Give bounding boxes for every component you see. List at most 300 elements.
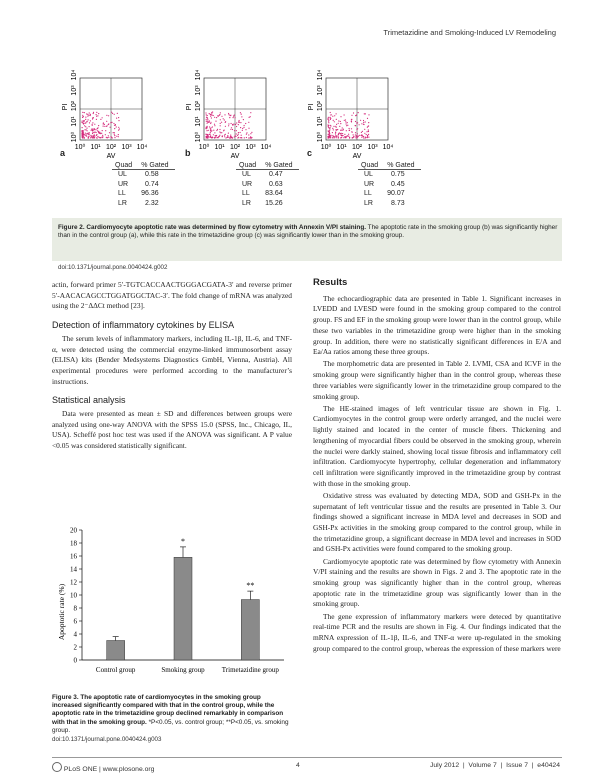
- event-dot: [356, 135, 357, 136]
- event-dot: [353, 136, 354, 137]
- event-dot: [221, 122, 222, 123]
- event-dot: [89, 126, 90, 127]
- event-dot: [110, 136, 111, 137]
- event-dot: [234, 136, 235, 137]
- event-dot: [225, 122, 226, 123]
- event-dot: [114, 135, 115, 136]
- event-dot: [91, 130, 92, 131]
- event-dot: [106, 126, 107, 127]
- running-header: Trimetazidine and Smoking-Induced LV Remodeling: [383, 28, 556, 37]
- x-tick-label: 10³: [245, 144, 256, 151]
- event-dot: [113, 123, 114, 124]
- event-dot: [103, 122, 104, 123]
- event-dot: [340, 123, 341, 124]
- scatter-plot-b: [186, 70, 271, 160]
- event-dot: [118, 117, 119, 118]
- event-dot: [233, 124, 234, 125]
- event-dot: [244, 137, 245, 138]
- event-dot: [332, 128, 333, 129]
- event-dot: [356, 136, 357, 137]
- event-dot: [208, 136, 209, 137]
- event-dot: [241, 137, 242, 138]
- event-dot: [207, 137, 208, 138]
- event-dot: [355, 125, 356, 126]
- separator: |: [99, 766, 101, 773]
- event-dot: [361, 135, 362, 136]
- x-tick-label: 10⁴: [260, 144, 272, 151]
- event-dot: [105, 130, 106, 131]
- event-dot: [336, 113, 337, 114]
- event-dot: [344, 120, 345, 121]
- event-dot: [347, 135, 348, 136]
- bar: [174, 557, 192, 660]
- event-dot: [248, 137, 249, 138]
- event-dot: [88, 134, 89, 135]
- event-dot: [116, 118, 117, 119]
- y-tick-label: 0: [73, 656, 77, 665]
- panel-b-letter: b: [185, 148, 191, 158]
- y-tick-label: 10²: [195, 100, 202, 112]
- event-dot: [96, 116, 97, 117]
- event-dot: [236, 133, 237, 134]
- event-dot: [96, 135, 97, 136]
- event-dot: [114, 132, 115, 133]
- y-axis-label: PI: [308, 103, 315, 111]
- event-dot: [346, 123, 347, 124]
- event-dot: [351, 121, 352, 122]
- event-dot: [235, 135, 236, 136]
- event-dot: [97, 127, 98, 128]
- y-tick-label: 10¹: [195, 116, 202, 127]
- event-dot: [366, 134, 367, 135]
- table-row: UL 0.58: [118, 171, 159, 178]
- event-dot: [352, 137, 353, 138]
- event-dot: [107, 137, 108, 138]
- event-dot: [205, 112, 206, 113]
- event-dot: [351, 119, 352, 120]
- event-dot: [246, 137, 247, 138]
- event-dot: [108, 137, 109, 138]
- figure-3-caption: [52, 694, 292, 735]
- event-dot: [89, 112, 90, 113]
- event-dot: [234, 130, 235, 131]
- event-dot: [356, 129, 357, 130]
- col-head: Quad: [358, 162, 381, 170]
- event-dot: [113, 132, 114, 133]
- event-dot: [116, 126, 117, 127]
- event-dot: [224, 114, 225, 115]
- event-dot: [333, 129, 334, 130]
- y-tick-label: 10: [70, 591, 77, 600]
- event-dot: [340, 137, 341, 138]
- y-tick-label: 10³: [317, 85, 324, 96]
- event-dot: [109, 132, 110, 133]
- y-tick-label: 16: [70, 552, 77, 561]
- event-dot: [118, 120, 119, 121]
- event-dot: [215, 121, 216, 122]
- event-dot: [93, 137, 94, 138]
- y-tick-label: 10²: [317, 100, 324, 112]
- scatter-plot-a: [62, 70, 147, 160]
- event-dot: [361, 123, 362, 124]
- event-dot: [207, 135, 208, 136]
- event-dot: [110, 122, 111, 123]
- event-dot: [332, 135, 333, 136]
- table-row: LL 83.64: [242, 190, 283, 197]
- event-dot: [229, 137, 230, 138]
- event-dot: [348, 136, 349, 137]
- x-tick-label: 10⁴: [136, 144, 148, 151]
- x-tick-label: 10⁰: [74, 144, 86, 151]
- event-dot: [211, 115, 212, 116]
- event-dot: [243, 119, 244, 120]
- x-tick-label: 10¹: [214, 144, 225, 151]
- event-dot: [356, 122, 357, 123]
- event-dot: [99, 137, 100, 138]
- event-dot: [98, 137, 99, 138]
- y-tick-label: 12: [70, 578, 77, 587]
- event-dot: [229, 117, 230, 118]
- table-row: LL 90.07: [364, 190, 405, 197]
- event-dot: [338, 137, 339, 138]
- event-dot: [84, 129, 85, 130]
- x-axis-label: AV: [352, 153, 362, 160]
- event-dot: [241, 135, 242, 136]
- event-dot: [328, 134, 329, 135]
- event-dot: [94, 131, 95, 132]
- event-dot: [250, 136, 251, 137]
- table-row: LR 8.73: [364, 199, 405, 207]
- x-tick-label: 10⁰: [320, 144, 332, 151]
- event-dot: [102, 136, 103, 137]
- y-axis-label: PI: [62, 103, 69, 111]
- event-dot: [205, 128, 206, 129]
- event-dot: [96, 132, 97, 133]
- event-dot: [88, 136, 89, 137]
- event-dot: [90, 137, 91, 138]
- event-dot: [118, 136, 119, 137]
- event-dot: [212, 126, 213, 127]
- event-dot: [220, 125, 221, 126]
- event-dot: [237, 135, 238, 136]
- journal-name: PLoS ONE: [63, 766, 98, 773]
- event-dot: [208, 121, 209, 122]
- quad-table-a: [112, 162, 175, 208]
- event-dot: [206, 119, 207, 120]
- event-dot: [334, 115, 335, 116]
- event-dot: [338, 134, 339, 135]
- event-dot: [82, 127, 83, 128]
- event-dot: [213, 130, 214, 131]
- event-dot: [328, 137, 329, 138]
- event-dot: [115, 124, 116, 125]
- event-dot: [340, 116, 341, 117]
- event-dot: [346, 130, 347, 131]
- event-dot: [347, 125, 348, 126]
- event-dot: [91, 136, 92, 137]
- event-dot: [336, 135, 337, 136]
- x-axis-label: AV: [106, 153, 116, 160]
- figure-3-doi: doi:10.1371/journal.pone.0040424.g003: [52, 736, 162, 743]
- event-dot: [207, 134, 208, 135]
- event-dot: [225, 137, 226, 138]
- event-dot: [231, 127, 232, 128]
- event-dot: [84, 112, 85, 113]
- event-dot: [211, 137, 212, 138]
- event-dot: [250, 116, 251, 117]
- event-dot: [357, 137, 358, 138]
- event-dot: [88, 115, 89, 116]
- event-dot: [82, 137, 83, 138]
- y-tick-label: 20: [70, 526, 77, 535]
- event-dot: [336, 129, 337, 130]
- event-dot: [328, 121, 329, 122]
- event-dot: [250, 112, 251, 113]
- x-tick-label: 10⁰: [198, 144, 210, 151]
- event-dot: [89, 122, 90, 123]
- y-axis-label: Apoptotic rate (%): [57, 583, 66, 641]
- x-tick-label: 10⁴: [382, 144, 394, 151]
- event-dot: [223, 118, 224, 119]
- table-row: UR 0.63: [242, 180, 283, 188]
- event-dot: [217, 129, 218, 130]
- event-dot: [328, 130, 329, 131]
- y-tick-label: 10⁴: [71, 69, 78, 81]
- event-dot: [214, 117, 215, 118]
- event-dot: [211, 117, 212, 118]
- event-dot: [106, 115, 107, 116]
- col-head: % Gated: [381, 162, 421, 170]
- event-dot: [344, 114, 345, 115]
- event-dot: [240, 112, 241, 113]
- event-dot: [339, 126, 340, 127]
- x-tick-label: 10²: [229, 144, 241, 151]
- event-dot: [236, 126, 237, 127]
- event-dot: [248, 122, 249, 123]
- event-dot: [220, 123, 221, 124]
- event-dot: [105, 134, 106, 135]
- event-dot: [98, 125, 99, 126]
- event-dot: [97, 136, 98, 137]
- event-dot: [366, 131, 367, 132]
- event-dot: [335, 132, 336, 133]
- event-dot: [238, 132, 239, 133]
- event-dot: [337, 136, 338, 137]
- event-dot: [112, 137, 113, 138]
- event-dot: [236, 122, 237, 123]
- event-dot: [345, 121, 346, 122]
- event-dot: [336, 137, 337, 138]
- y-tick-label: 18: [70, 539, 77, 548]
- event-dot: [349, 137, 350, 138]
- event-dot: [335, 134, 336, 135]
- event-dot: [210, 122, 211, 123]
- x-tick-label: Smoking group: [161, 666, 205, 674]
- event-dot: [98, 113, 99, 114]
- footer-left: [52, 762, 154, 773]
- event-dot: [214, 137, 215, 138]
- event-dot: [364, 129, 365, 130]
- event-dot: [100, 119, 101, 120]
- event-dot: [349, 130, 350, 131]
- event-dot: [225, 134, 226, 135]
- event-dot: [238, 121, 239, 122]
- event-dot: [340, 121, 341, 122]
- event-dot: [365, 121, 366, 122]
- event-dot: [82, 115, 83, 116]
- table-row: UL 0.75: [364, 171, 405, 178]
- x-tick-label: Control group: [95, 666, 136, 674]
- event-dot: [206, 136, 207, 137]
- event-dot: [103, 123, 104, 124]
- col-head: % Gated: [259, 162, 299, 170]
- event-dot: [210, 132, 211, 133]
- event-dot: [363, 120, 364, 121]
- event-dot: [352, 132, 353, 133]
- event-dot: [94, 129, 95, 130]
- caption-title: Figure 2. Cardiomyocyte apoptotic rate was determined by flow cytometry with Annexin V/PI staining.: [58, 224, 366, 231]
- event-dot: [368, 129, 369, 130]
- event-dot: [108, 135, 109, 136]
- event-dot: [240, 132, 241, 133]
- event-dot: [114, 134, 115, 135]
- event-dot: [349, 128, 350, 129]
- event-dot: [92, 132, 93, 133]
- event-dot: [220, 112, 221, 113]
- event-dot: [100, 133, 101, 134]
- event-dot: [97, 115, 98, 116]
- event-dot: [235, 124, 236, 125]
- event-dot: [219, 129, 220, 130]
- event-dot: [340, 130, 341, 131]
- event-dot: [224, 119, 225, 120]
- event-dot: [328, 136, 329, 137]
- event-dot: [114, 114, 115, 115]
- event-dot: [216, 130, 217, 131]
- event-dot: [351, 128, 352, 129]
- results-paragraph: The echocardiographic data are presented in Table 1. Significant increases in LVEDD and LVESD were found in the smoking group compared to the control group. FS and EF in the smoking group were lower than in the control group, while these two variables in the trimetazidine group were higher than in the smoking group. In addition, there were no statistically significant differences in E/A and Ea/Aa ratios among these three groups.: [313, 293, 561, 357]
- event-dot: [343, 137, 344, 138]
- event-dot: [103, 126, 104, 127]
- event-dot: [118, 127, 119, 128]
- event-dot: [233, 116, 234, 117]
- event-dot: [227, 137, 228, 138]
- caption-text: The apoptotic rate in the smoking group (b) was significantly higher than in the control group (a), while this rate in the trimetazidine group (c) was significantly lower than in the smoking group.: [58, 224, 558, 240]
- event-dot: [355, 115, 356, 116]
- event-dot: [84, 137, 85, 138]
- figure-2-caption: [58, 224, 558, 240]
- event-dot: [359, 124, 360, 125]
- event-dot: [87, 114, 88, 115]
- event-dot: [332, 132, 333, 133]
- event-dot: [342, 133, 343, 134]
- event-dot: [106, 121, 107, 122]
- page-number: 4: [296, 762, 300, 769]
- event-dot: [348, 134, 349, 135]
- event-dot: [368, 122, 369, 123]
- event-dot: [365, 113, 366, 114]
- table-row: UR 0.45: [364, 180, 405, 188]
- y-tick-label: 10⁰: [317, 131, 324, 143]
- event-dot: [241, 114, 242, 115]
- statistics-heading: Statistical analysis: [52, 395, 126, 406]
- table-row: LR 2.32: [118, 199, 159, 207]
- event-dot: [232, 129, 233, 130]
- event-dot: [89, 132, 90, 133]
- y-tick-label: 10⁰: [71, 131, 78, 143]
- event-dot: [333, 120, 334, 121]
- event-dot: [214, 124, 215, 125]
- quad-table-c: [358, 162, 421, 208]
- x-axis-label: AV: [230, 153, 240, 160]
- event-dot: [340, 133, 341, 134]
- x-tick-label: 10²: [105, 144, 117, 151]
- event-dot: [332, 137, 333, 138]
- event-dot: [228, 114, 229, 115]
- event-dot: [355, 134, 356, 135]
- event-dot: [94, 137, 95, 138]
- event-dot: [110, 127, 111, 128]
- y-tick-label: 14: [70, 565, 77, 574]
- event-dot: [96, 112, 97, 113]
- event-dot: [93, 112, 94, 113]
- event-dot: [82, 112, 83, 113]
- event-dot: [84, 123, 85, 124]
- event-dot: [230, 129, 231, 130]
- event-dot: [219, 136, 220, 137]
- journal-url[interactable]: www.plosone.org: [102, 766, 155, 773]
- event-dot: [230, 135, 231, 136]
- event-dot: [364, 133, 365, 134]
- event-dot: [328, 117, 329, 118]
- event-dot: [347, 122, 348, 123]
- event-dot: [238, 134, 239, 135]
- event-dot: [93, 132, 94, 133]
- event-dot: [83, 116, 84, 117]
- table-row: UR 0.74: [118, 180, 159, 188]
- event-dot: [342, 135, 343, 136]
- event-dot: [228, 133, 229, 134]
- elisa-paragraph: The serum levels of inflammatory markers, including IL-1β, IL-6, and TNF-α, were detected using the commercial enzyme-linked immunosorbent assay (ELISA) kits (Bender Medsystems Diagnostics GmbH, Vienna, Austria). All experimental procedures were performed according to the manufacturer’s instructions.: [52, 333, 292, 386]
- event-dot: [242, 130, 243, 131]
- x-tick-label: 10³: [367, 144, 378, 151]
- event-dot: [227, 135, 228, 136]
- event-dot: [328, 125, 329, 126]
- event-dot: [332, 116, 333, 117]
- event-dot: [244, 125, 245, 126]
- event-dot: [117, 113, 118, 114]
- event-dot: [242, 128, 243, 129]
- event-dot: [220, 132, 221, 133]
- table-row: LR 15.26: [242, 199, 283, 207]
- event-dot: [234, 115, 235, 116]
- event-dot: [233, 117, 234, 118]
- event-dot: [85, 119, 86, 120]
- event-dot: [346, 125, 347, 126]
- event-dot: [368, 134, 369, 135]
- event-dot: [116, 136, 117, 137]
- bar: [107, 641, 125, 661]
- issue-info: July 2012 | Volume 7 | Issue 7 | e40424: [430, 762, 560, 769]
- event-dot: [102, 130, 103, 131]
- event-dot: [210, 135, 211, 136]
- event-dot: [367, 135, 368, 136]
- event-dot: [336, 127, 337, 128]
- event-dot: [367, 127, 368, 128]
- event-dot: [90, 114, 91, 115]
- event-dot: [207, 117, 208, 118]
- event-dot: [240, 122, 241, 123]
